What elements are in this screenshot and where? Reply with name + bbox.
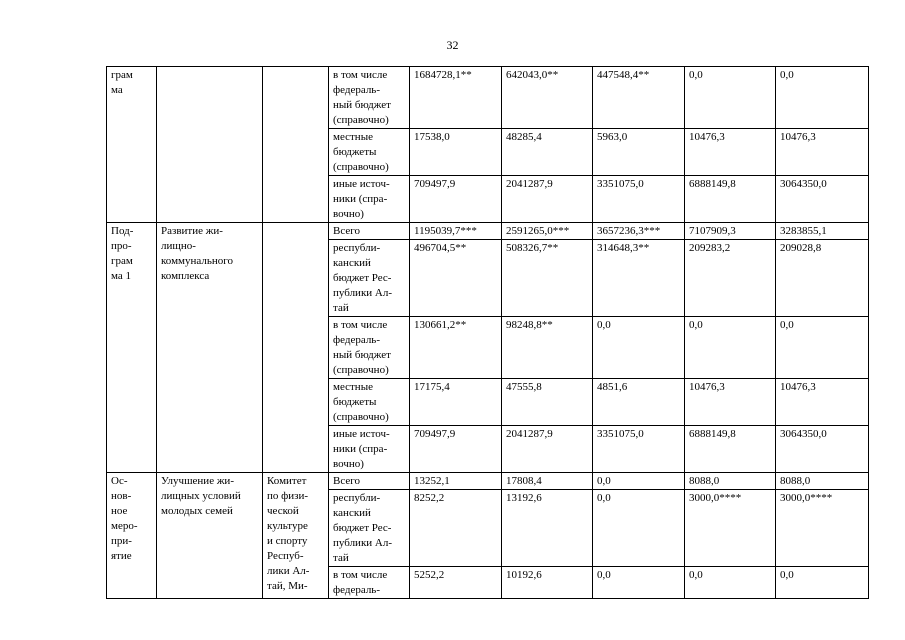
value-cell: 3283855,1 [776, 223, 869, 240]
value-cell: 17538,0 [410, 129, 502, 176]
value-cell: 98248,8** [502, 317, 593, 379]
source-cell: в том числе федераль- ный бюджет (справочно) [329, 317, 410, 379]
value-cell: 496704,5** [410, 240, 502, 317]
value-cell: 6888149,8 [685, 176, 776, 223]
value-cell: 13252,1 [410, 473, 502, 490]
value-cell: 3000,0**** [685, 490, 776, 567]
page-number: 32 [446, 38, 459, 52]
value-cell: 3064350,0 [776, 176, 869, 223]
value-cell: 2041287,9 [502, 176, 593, 223]
table-row [107, 473, 869, 490]
value-cell: 2591265,0*** [502, 223, 593, 240]
source-cell: в том числе федераль- [329, 567, 410, 599]
source-cell: иные источ- ники (спра- вочно) [329, 176, 410, 223]
value-cell: 709497,9 [410, 426, 502, 473]
value-cell: 8252,2 [410, 490, 502, 567]
value-cell: 8088,0 [685, 473, 776, 490]
source-cell: местные бюджеты (справочно) [329, 129, 410, 176]
value-cell: 0,0 [593, 473, 685, 490]
value-cell: 47555,8 [502, 379, 593, 426]
program-cell: грам ма [107, 67, 157, 223]
value-cell: 7107909,3 [685, 223, 776, 240]
executor-cell: Комитет по физи- ческой культуре и спорту Респуб- лики Ал- тай, Ми- [263, 473, 329, 599]
value-cell: 209283,2 [685, 240, 776, 317]
value-cell: 13192,6 [502, 490, 593, 567]
value-cell: 1684728,1** [410, 67, 502, 129]
value-cell: 447548,4** [593, 67, 685, 129]
value-cell: 3351075,0 [593, 426, 685, 473]
value-cell: 10476,3 [776, 379, 869, 426]
program-cell: Ос- нов- ное меро- при- ятие [107, 473, 157, 599]
value-cell: 10476,3 [776, 129, 869, 176]
source-cell: республи- канский бюджет Рес- публики Ал- тай [329, 490, 410, 567]
source-cell: в том числе федераль- ный бюджет (справочно) [329, 67, 410, 129]
name-cell: Развитие жи- лищно- коммунального комплекса [157, 223, 263, 473]
value-cell: 3657236,3*** [593, 223, 685, 240]
value-cell: 48285,4 [502, 129, 593, 176]
value-cell: 0,0 [593, 567, 685, 599]
value-cell: 17808,4 [502, 473, 593, 490]
source-cell: Всего [329, 223, 410, 240]
value-cell: 0,0 [685, 67, 776, 129]
value-cell: 5252,2 [410, 567, 502, 599]
value-cell: 4851,6 [593, 379, 685, 426]
value-cell: 8088,0 [776, 473, 869, 490]
name-cell [157, 67, 263, 223]
value-cell: 0,0 [593, 317, 685, 379]
budget-table [106, 66, 869, 599]
source-cell: республи- канский бюджет Рес- публики Ал- тай [329, 240, 410, 317]
value-cell: 17175,4 [410, 379, 502, 426]
value-cell: 0,0 [776, 317, 869, 379]
value-cell: 0,0 [685, 317, 776, 379]
program-cell: Под- про- грам ма 1 [107, 223, 157, 473]
value-cell: 314648,3** [593, 240, 685, 317]
value-cell: 3351075,0 [593, 176, 685, 223]
value-cell: 0,0 [776, 67, 869, 129]
value-cell: 2041287,9 [502, 426, 593, 473]
executor-cell [263, 223, 329, 473]
value-cell: 10476,3 [685, 129, 776, 176]
value-cell: 10476,3 [685, 379, 776, 426]
value-cell: 10192,6 [502, 567, 593, 599]
source-cell: местные бюджеты (справочно) [329, 379, 410, 426]
value-cell: 1195039,7*** [410, 223, 502, 240]
name-cell: Улучшение жи- лищных условий молодых семей [157, 473, 263, 599]
value-cell: 3000,0**** [776, 490, 869, 567]
table-row [107, 67, 869, 129]
value-cell: 0,0 [685, 567, 776, 599]
value-cell: 3064350,0 [776, 426, 869, 473]
value-cell: 5963,0 [593, 129, 685, 176]
source-cell: иные источ- ники (спра- вочно) [329, 426, 410, 473]
table-row [107, 223, 869, 240]
value-cell: 508326,7** [502, 240, 593, 317]
value-cell: 209028,8 [776, 240, 869, 317]
value-cell: 709497,9 [410, 176, 502, 223]
source-cell: Всего [329, 473, 410, 490]
executor-cell [263, 67, 329, 223]
value-cell: 130661,2** [410, 317, 502, 379]
value-cell: 6888149,8 [685, 426, 776, 473]
value-cell: 0,0 [593, 490, 685, 567]
value-cell: 642043,0** [502, 67, 593, 129]
value-cell: 0,0 [776, 567, 869, 599]
